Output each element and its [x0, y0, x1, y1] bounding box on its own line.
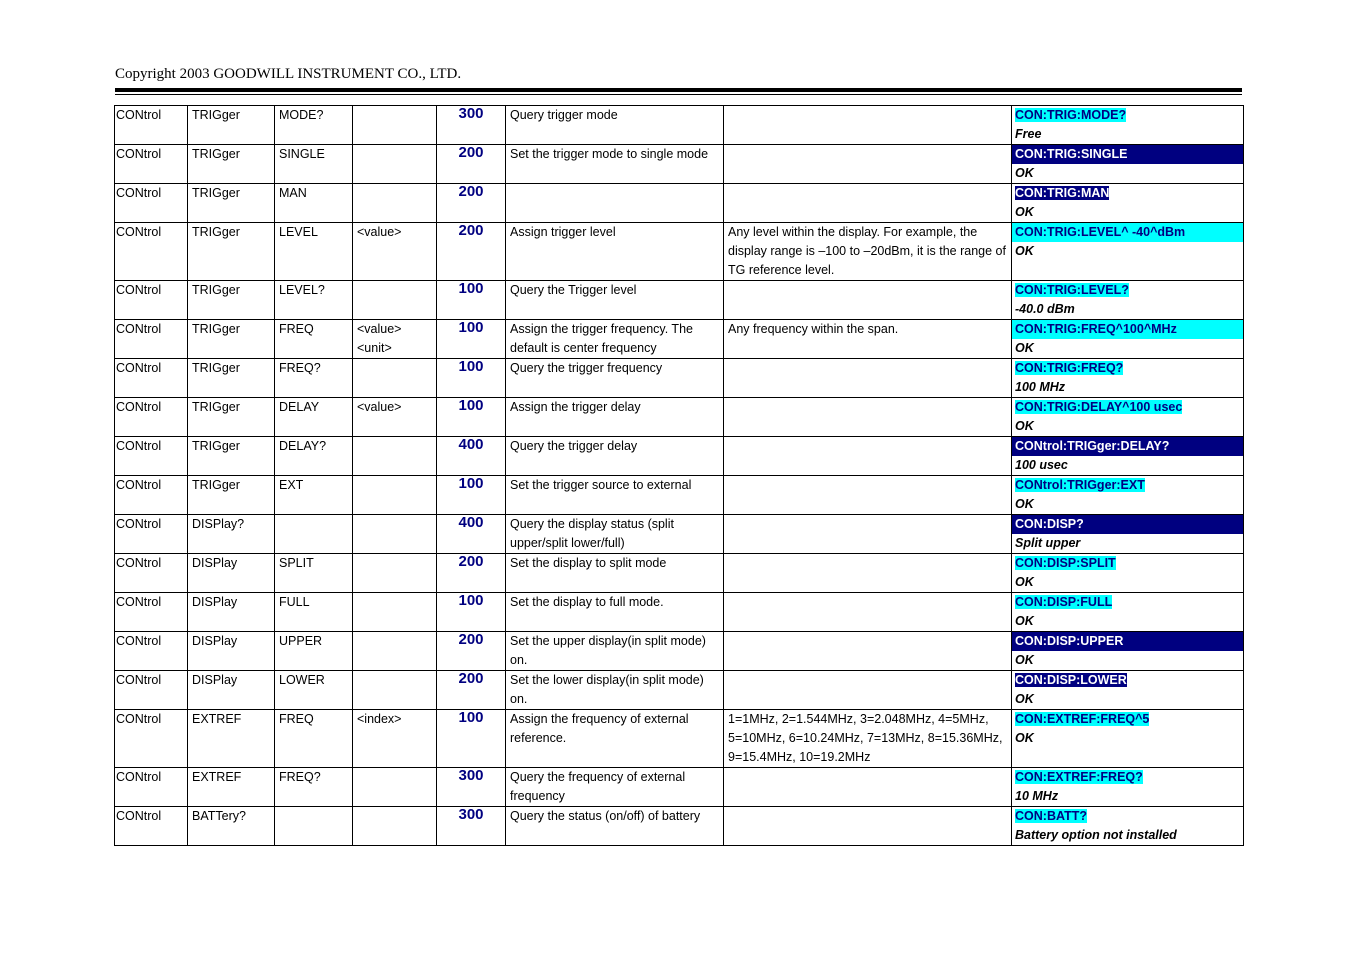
example-command-line [1015, 807, 1243, 826]
code-cell [437, 106, 506, 145]
subsystem-cell: TRIGger [188, 184, 275, 223]
command-cell: DELAY? [275, 437, 353, 476]
example-command: CON:DISP:FULL [1015, 595, 1113, 609]
note-cell [724, 671, 1012, 710]
code-value: 100 [458, 397, 484, 414]
parameter-cell: <value> <unit> [353, 320, 437, 359]
subsystem-cell: TRIGger [188, 398, 275, 437]
example-cell [1012, 476, 1244, 515]
example-cell [1012, 632, 1244, 671]
table-row [115, 359, 1244, 398]
example-response: Battery option not installed [1015, 828, 1177, 842]
command-cell: LOWER [275, 671, 353, 710]
example-response: 10 MHz [1015, 789, 1059, 803]
description-cell: Query the display status (split upper/split lower/full) [506, 515, 724, 554]
code-cell [437, 632, 506, 671]
table-row [115, 807, 1244, 846]
command-group-cell: CONtrol [115, 223, 188, 281]
example-cell [1012, 554, 1244, 593]
example-cell [1012, 768, 1244, 807]
command-group-cell: CONtrol [115, 398, 188, 437]
subsystem-cell: BATTery? [188, 807, 275, 846]
note-cell [724, 593, 1012, 632]
example-command: CON:DISP:UPPER [1015, 634, 1124, 648]
note-cell [724, 184, 1012, 223]
parameter-cell [353, 184, 437, 223]
code-value: 300 [458, 105, 484, 122]
parameter-cell [353, 768, 437, 807]
parameter-cell [353, 671, 437, 710]
example-command: CON:TRIG:LEVEL^ -40^dBm [1015, 225, 1186, 239]
example-response: OK [1015, 575, 1034, 589]
example-command-line [1012, 437, 1243, 456]
command-cell: LEVEL? [275, 281, 353, 320]
example-command-line [1015, 476, 1243, 495]
description-cell: Query trigger mode [506, 106, 724, 145]
example-command: CON:TRIG:MODE? [1015, 108, 1127, 122]
example-command: CON:TRIG:MAN [1015, 186, 1110, 200]
code-cell [437, 768, 506, 807]
description-cell: Query the status (on/off) of battery [506, 807, 724, 846]
subsystem-cell: TRIGger [188, 320, 275, 359]
code-value: 300 [458, 767, 484, 784]
subsystem-cell: DISPlay [188, 593, 275, 632]
example-response: OK [1015, 614, 1034, 628]
example-response: Free [1015, 127, 1042, 141]
code-cell [437, 593, 506, 632]
command-group-cell: CONtrol [115, 145, 188, 184]
example-cell [1012, 320, 1244, 359]
example-cell [1012, 184, 1244, 223]
table-row [115, 223, 1244, 281]
example-command: CON:DISP? [1015, 517, 1084, 531]
code-value: 100 [458, 592, 484, 609]
parameter-cell: <value> [353, 223, 437, 281]
code-value: 100 [458, 280, 484, 297]
command-cell: FREQ [275, 320, 353, 359]
code-cell [437, 671, 506, 710]
code-cell [437, 281, 506, 320]
subsystem-cell: TRIGger [188, 437, 275, 476]
note-cell [724, 281, 1012, 320]
example-command: CON:TRIG:SINGLE [1015, 147, 1128, 161]
table-row [115, 320, 1244, 359]
subsystem-cell: TRIGger [188, 145, 275, 184]
example-command: CON:TRIG:FREQ^100^MHz [1015, 322, 1177, 336]
command-cell: UPPER [275, 632, 353, 671]
example-cell [1012, 223, 1244, 281]
example-response: Split upper [1015, 536, 1081, 550]
example-response: OK [1015, 166, 1034, 180]
code-cell [437, 145, 506, 184]
description-cell: Set the display to full mode. [506, 593, 724, 632]
table-row [115, 593, 1244, 632]
description-cell: Query the trigger frequency [506, 359, 724, 398]
command-cell: MODE? [275, 106, 353, 145]
command-table [114, 105, 1244, 846]
example-command-line [1015, 671, 1243, 690]
command-group-cell: CONtrol [115, 807, 188, 846]
description-cell: Set the upper display(in split mode) on. [506, 632, 724, 671]
code-value: 300 [458, 806, 484, 823]
command-group-cell: CONtrol [115, 437, 188, 476]
parameter-cell [353, 515, 437, 554]
example-command-line [1012, 515, 1243, 534]
note-cell [724, 554, 1012, 593]
header-rule-thin [115, 94, 1242, 95]
note-cell [724, 359, 1012, 398]
example-response: OK [1015, 419, 1034, 433]
command-group-cell: CONtrol [115, 515, 188, 554]
code-cell [437, 184, 506, 223]
description-cell: Query the trigger delay [506, 437, 724, 476]
code-value: 100 [458, 358, 484, 375]
command-cell: SINGLE [275, 145, 353, 184]
code-value: 400 [458, 514, 484, 531]
example-command-line [1015, 593, 1243, 612]
command-group-cell: CONtrol [115, 710, 188, 768]
subsystem-cell: TRIGger [188, 476, 275, 515]
command-group-cell: CONtrol [115, 281, 188, 320]
note-cell [724, 437, 1012, 476]
example-response: OK [1015, 244, 1034, 258]
description-cell: Set the trigger mode to single mode [506, 145, 724, 184]
code-cell [437, 223, 506, 281]
example-command: CONtrol:TRIGger:EXT [1015, 478, 1145, 492]
command-cell: FREQ? [275, 359, 353, 398]
description-cell: Query the Trigger level [506, 281, 724, 320]
note-cell: 1=1MHz, 2=1.544MHz, 3=2.048MHz, 4=5MHz, 5=10MHz, 6=10.24MHz, 7=13MHz, 8=15.36MHz, 9=15.4MHz, 10=19.2MHz [724, 710, 1012, 768]
example-command-line [1015, 768, 1243, 787]
example-command: CON:TRIG:LEVEL? [1015, 283, 1129, 297]
command-group-cell: CONtrol [115, 184, 188, 223]
example-response: OK [1015, 731, 1034, 745]
example-command: CON:DISP:LOWER [1015, 673, 1127, 687]
table-row [115, 281, 1244, 320]
example-response: 100 usec [1015, 458, 1068, 472]
code-cell [437, 398, 506, 437]
description-cell: Set the trigger source to external [506, 476, 724, 515]
example-cell [1012, 515, 1244, 554]
example-command: CON:TRIG:DELAY^100 usec [1015, 400, 1183, 414]
note-cell: Any frequency within the span. [724, 320, 1012, 359]
example-response: OK [1015, 341, 1034, 355]
note-cell: Any level within the display. For example, the display range is –100 to –20dBm, it is the range of TG reference level. [724, 223, 1012, 281]
example-command-line [1015, 106, 1243, 125]
command-cell: MAN [275, 184, 353, 223]
code-cell [437, 359, 506, 398]
command-group-cell: CONtrol [115, 554, 188, 593]
parameter-cell [353, 476, 437, 515]
note-cell [724, 768, 1012, 807]
example-response: OK [1015, 692, 1034, 706]
parameter-cell [353, 281, 437, 320]
command-group-cell: CONtrol [115, 632, 188, 671]
code-value: 100 [458, 475, 484, 492]
subsystem-cell: DISPlay? [188, 515, 275, 554]
example-command-line [1015, 554, 1243, 573]
table-row [115, 632, 1244, 671]
code-value: 100 [458, 319, 484, 336]
table-row [115, 476, 1244, 515]
code-value: 400 [458, 436, 484, 453]
table-row [115, 184, 1244, 223]
parameter-cell [353, 145, 437, 184]
example-cell [1012, 710, 1244, 768]
command-cell: SPLIT [275, 554, 353, 593]
note-cell [724, 106, 1012, 145]
command-group-cell: CONtrol [115, 476, 188, 515]
command-group-cell: CONtrol [115, 768, 188, 807]
example-response: OK [1015, 497, 1034, 511]
subsystem-cell: TRIGger [188, 223, 275, 281]
table-row [115, 145, 1244, 184]
example-cell [1012, 145, 1244, 184]
example-cell [1012, 437, 1244, 476]
subsystem-cell: TRIGger [188, 281, 275, 320]
example-command-line [1015, 398, 1243, 417]
code-value: 200 [458, 631, 484, 648]
command-group-cell: CONtrol [115, 106, 188, 145]
example-command-line [1012, 223, 1243, 242]
example-cell [1012, 671, 1244, 710]
example-command-line [1015, 359, 1243, 378]
example-command: CON:EXTREF:FREQ^5 [1015, 712, 1150, 726]
description-cell: Assign trigger level [506, 223, 724, 281]
parameter-cell [353, 807, 437, 846]
command-cell: EXT [275, 476, 353, 515]
command-cell: LEVEL [275, 223, 353, 281]
example-cell [1012, 359, 1244, 398]
code-value: 100 [458, 709, 484, 726]
subsystem-cell: DISPlay [188, 671, 275, 710]
command-cell: FREQ [275, 710, 353, 768]
description-cell: Assign the trigger frequency. The default is center frequency [506, 320, 724, 359]
command-cell: FULL [275, 593, 353, 632]
example-command: CON:TRIG:FREQ? [1015, 361, 1124, 375]
note-cell [724, 476, 1012, 515]
table-row [115, 768, 1244, 807]
description-cell: Assign the trigger delay [506, 398, 724, 437]
parameter-cell [353, 437, 437, 476]
command-group-cell: CONtrol [115, 593, 188, 632]
parameter-cell: <index> [353, 710, 437, 768]
subsystem-cell: TRIGger [188, 359, 275, 398]
code-value: 200 [458, 144, 484, 161]
parameter-cell [353, 554, 437, 593]
description-cell: Assign the frequency of external reference. [506, 710, 724, 768]
example-cell [1012, 807, 1244, 846]
command-cell: FREQ? [275, 768, 353, 807]
table-row [115, 554, 1244, 593]
note-cell [724, 632, 1012, 671]
example-command: CONtrol:TRIGger:DELAY? [1015, 439, 1170, 453]
command-cell: DELAY [275, 398, 353, 437]
table-row [115, 106, 1244, 145]
description-cell: Query the frequency of external frequency [506, 768, 724, 807]
subsystem-cell: EXTREF [188, 768, 275, 807]
subsystem-cell: EXTREF [188, 710, 275, 768]
command-group-cell: CONtrol [115, 671, 188, 710]
example-cell [1012, 281, 1244, 320]
parameter-cell [353, 593, 437, 632]
table-row [115, 710, 1244, 768]
description-cell: Set the lower display(in split mode) on. [506, 671, 724, 710]
note-cell [724, 145, 1012, 184]
example-command-line [1015, 184, 1243, 203]
description-cell: Set the display to split mode [506, 554, 724, 593]
table-row [115, 437, 1244, 476]
parameter-cell: <value> [353, 398, 437, 437]
note-cell [724, 807, 1012, 846]
example-cell [1012, 398, 1244, 437]
example-response: OK [1015, 205, 1034, 219]
example-command: CON:DISP:SPLIT [1015, 556, 1116, 570]
table-row [115, 398, 1244, 437]
example-command: CON:EXTREF:FREQ? [1015, 770, 1143, 784]
subsystem-cell: DISPlay [188, 554, 275, 593]
code-value: 200 [458, 222, 484, 239]
command-group-cell: CONtrol [115, 320, 188, 359]
code-value: 200 [458, 670, 484, 687]
subsystem-cell: DISPlay [188, 632, 275, 671]
code-cell [437, 554, 506, 593]
parameter-cell [353, 359, 437, 398]
code-cell [437, 476, 506, 515]
table-row [115, 515, 1244, 554]
example-command-line [1015, 710, 1243, 729]
code-cell [437, 807, 506, 846]
example-cell [1012, 593, 1244, 632]
code-value: 200 [458, 553, 484, 570]
command-group-cell: CONtrol [115, 359, 188, 398]
example-command-line [1012, 632, 1243, 651]
example-response: OK [1015, 653, 1034, 667]
code-cell [437, 320, 506, 359]
subsystem-cell: TRIGger [188, 106, 275, 145]
code-cell [437, 710, 506, 768]
header-rule-thick [115, 88, 1242, 92]
code-value: 200 [458, 183, 484, 200]
code-cell [437, 515, 506, 554]
command-cell [275, 807, 353, 846]
example-response: 100 MHz [1015, 380, 1066, 394]
command-cell [275, 515, 353, 554]
example-command: CON:BATT? [1015, 809, 1087, 823]
page-header: Copyright 2003 GOODWILL INSTRUMENT CO., LTD. [115, 66, 462, 82]
example-response: -40.0 dBm [1015, 302, 1075, 316]
parameter-cell [353, 632, 437, 671]
example-cell [1012, 106, 1244, 145]
parameter-cell [353, 106, 437, 145]
code-cell [437, 437, 506, 476]
note-cell [724, 398, 1012, 437]
example-command-line [1015, 281, 1243, 300]
note-cell [724, 515, 1012, 554]
example-command-line [1012, 320, 1243, 339]
table-row [115, 671, 1244, 710]
example-command-line [1012, 145, 1243, 164]
description-cell [506, 184, 724, 223]
